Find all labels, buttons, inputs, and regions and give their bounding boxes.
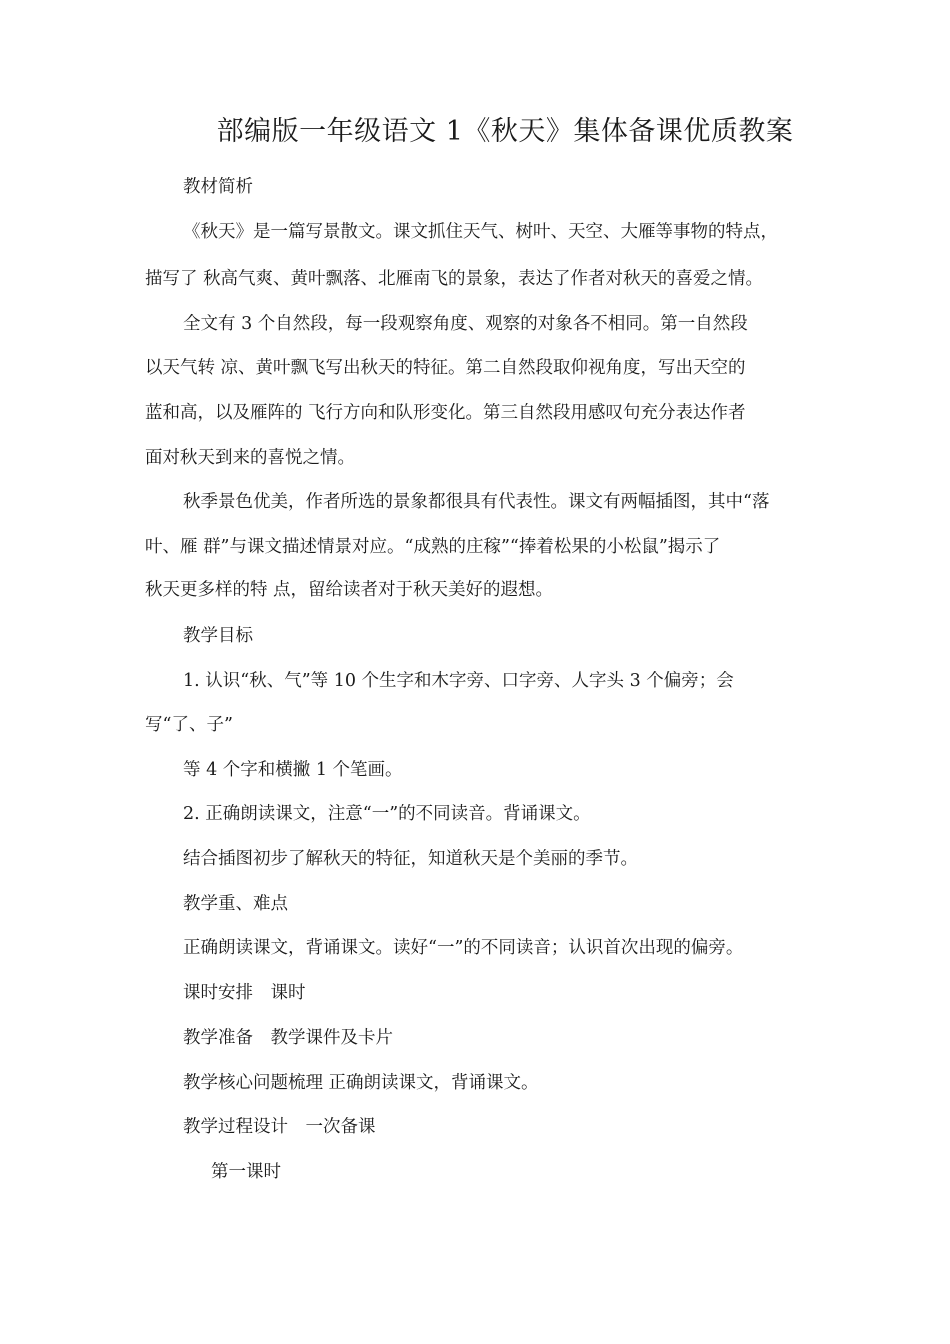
goal-item-1-continued: 等 4 个字和横撇 1 个笔画。 (183, 760, 403, 780)
paragraph-line: 秋天更多样的特 点，留给读者对于秋天美好的遐想。 (145, 580, 554, 600)
goal-item-1: 1. 认识“秋、气”等 10 个生字和木字旁、口字旁、人字头 3 个偏旁；会 (183, 671, 734, 691)
key-points-text: 正确朗读课文，背诵课文。读好“一”的不同读音；认识首次出现的偏旁。 (183, 938, 744, 958)
process-design-line: 教学过程设计 一次备课 (183, 1117, 376, 1137)
section-heading-textbook-analysis: 教材简析 (183, 177, 253, 197)
paragraph-line: 秋季景色优美，作者所选的景象都很具有代表性。课文有两幅插图，其中“落 (183, 492, 770, 512)
section-heading-key-points: 教学重、难点 (183, 894, 288, 914)
lesson-period-heading: 第一课时 (211, 1162, 281, 1182)
paragraph-line: 描写了 秋高气爽、黄叶飘落、北雁南飞的景象，表达了作者对秋天的喜爱之情。 (145, 269, 764, 289)
document-title: 部编版一年级语文 1《秋天》集体备课优质教案 (216, 116, 794, 147)
paragraph-line: 面对秋天到来的喜悦之情。 (145, 448, 355, 468)
schedule-line: 课时安排 课时 (183, 983, 306, 1003)
paragraph-line: 蓝和高，以及雁阵的 飞行方向和队形变化。第三自然段用感叹句充分表达作者 (145, 403, 746, 423)
paragraph-line: 全文有 3 个自然段，每一段观察角度、观察的对象各不相同。第一自然段 (183, 314, 748, 334)
paragraph-line: 以天气转 凉、黄叶飘飞写出秋天的特征。第二自然段取仰视角度，写出天空的 (145, 358, 746, 378)
goal-item-3: 结合插图初步了解秋天的特征，知道秋天是个美丽的季节。 (183, 849, 638, 869)
goal-item-2: 2. 正确朗读课文，注意“一”的不同读音。背诵课文。 (183, 804, 591, 824)
paragraph-line: 叶、雁 群”与课文描述情景对应。“成熟的庄稼”“捧着松果的小松鼠”揭示了 (145, 537, 721, 557)
core-question-line: 教学核心问题梳理 正确朗读课文，背诵课文。 (183, 1073, 539, 1093)
goal-item-1-continued: 写“了、子” (145, 715, 233, 735)
paragraph-line: 《秋天》是一篇写景散文。课文抓住天气、树叶、天空、大雁等事物的特点， (183, 222, 778, 242)
preparation-line: 教学准备 教学课件及卡片 (183, 1028, 393, 1048)
section-heading-teaching-goals: 教学目标 (183, 626, 253, 646)
